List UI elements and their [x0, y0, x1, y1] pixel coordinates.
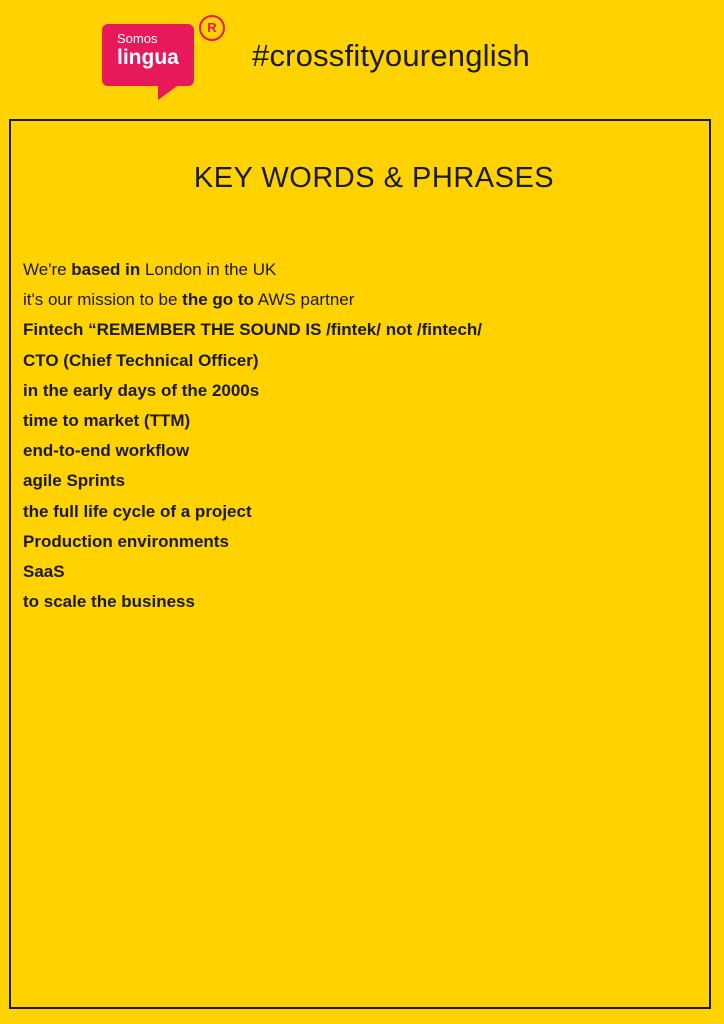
phrase-item [23, 346, 693, 376]
phrase-key-term: end-to-end workflow [23, 441, 190, 461]
phrase-item [23, 255, 693, 285]
phrase-regular-text: it's our mission to be [23, 290, 183, 310]
phrase-regular-text: We're [23, 260, 72, 279]
phrase-key-term: time to market (TTM) [23, 410, 191, 430]
phrase-regular-text: London in the UK [140, 260, 277, 279]
phrase-list [23, 255, 693, 617]
hashtag-heading: #crossfityourenglish [252, 38, 530, 73]
phrase-item [23, 466, 693, 496]
phrase-key-term: based in [71, 260, 141, 279]
phrase-item [23, 527, 693, 557]
page-title: KEY WORDS & PHRASES [193, 162, 555, 194]
registered-trademark-icon: R [199, 15, 225, 41]
phrase-item [23, 376, 693, 406]
phrase-key-term: Production environments [23, 531, 229, 551]
phrase-item [23, 315, 693, 345]
phrase-item [23, 285, 693, 315]
phrase-item [23, 587, 693, 617]
somos-lingua-logo [102, 24, 194, 86]
phrase-key-term: CTO (Chief Technical Officer) [23, 350, 259, 370]
phrase-item [23, 497, 693, 527]
phrase-key-term: SaaS [23, 561, 65, 581]
phrase-regular-text: AWS partner [253, 290, 355, 310]
logo-top-text: Somos [117, 31, 158, 46]
phrase-key-term: agile Sprints [23, 471, 126, 491]
phrase-key-term: the go to [182, 290, 254, 310]
logo-bottom-text: lingua [117, 46, 179, 69]
phrase-key-term: to scale the business [23, 592, 195, 612]
phrase-item [23, 406, 693, 436]
phrase-key-term: Fintech “REMEMBER THE SOUND IS /fintek/ not /fintech/ [23, 320, 483, 340]
phrase-key-term: the full life cycle of a project [23, 501, 252, 521]
phrase-key-term: in the early days of the 2000s [23, 380, 260, 400]
phrase-item [23, 436, 693, 466]
phrase-item [23, 557, 693, 587]
